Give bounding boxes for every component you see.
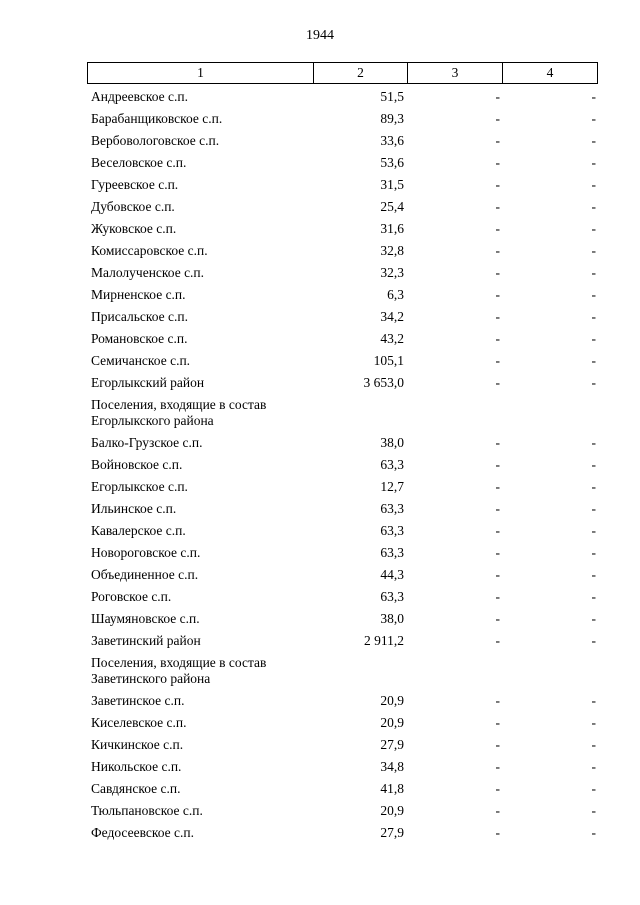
- row-name: Егорлыкское с.п.: [91, 479, 188, 494]
- table-row: [0, 262, 640, 284]
- row-value-col-3: -: [495, 479, 500, 494]
- row-name: Романовское с.п.: [91, 331, 188, 346]
- row-value-col-2: 3 653,0: [363, 375, 404, 390]
- row-value-col-2: 105,1: [373, 353, 404, 368]
- row-value-col-4: -: [591, 435, 596, 450]
- row-name: Андреевское с.п.: [91, 89, 188, 104]
- table-row: [0, 476, 640, 498]
- row-value-col-2: 33,6: [380, 133, 404, 148]
- row-value-col-3: -: [495, 501, 500, 516]
- row-value-col-4: -: [591, 89, 596, 104]
- row-value-col-2: 31,5: [380, 177, 404, 192]
- row-value-col-2: 27,9: [380, 825, 404, 840]
- row-name: Савдянское с.п.: [91, 781, 181, 796]
- table-row: [0, 652, 640, 690]
- table-row: [0, 608, 640, 630]
- row-value-col-3: -: [495, 287, 500, 302]
- row-value-col-2: 32,3: [380, 265, 404, 280]
- row-value-col-3: -: [495, 111, 500, 126]
- row-name: Егорлыкский район: [91, 375, 205, 390]
- row-name: Ильинское с.п.: [91, 501, 177, 516]
- table-row: [0, 130, 640, 152]
- row-name: Мирненское с.п.: [91, 287, 186, 302]
- row-value-col-4: -: [591, 737, 596, 752]
- table-row: [0, 520, 640, 542]
- row-value-col-3: -: [495, 781, 500, 796]
- table-row: [0, 218, 640, 240]
- table-row: [0, 800, 640, 822]
- row-value-col-2: 38,0: [380, 611, 404, 626]
- row-value-col-3: -: [495, 89, 500, 104]
- row-value-col-4: -: [591, 633, 596, 648]
- row-value-col-2: 20,9: [380, 693, 404, 708]
- table-row: [0, 152, 640, 174]
- table-row: [0, 712, 640, 734]
- row-value-col-3: -: [495, 435, 500, 450]
- row-value-col-4: -: [591, 501, 596, 516]
- row-value-col-3: -: [495, 693, 500, 708]
- row-value-col-2: 38,0: [380, 435, 404, 450]
- row-value-col-2: 63,3: [380, 589, 404, 604]
- row-value-col-2: 63,3: [380, 545, 404, 560]
- row-value-col-2: 31,6: [380, 221, 404, 236]
- row-value-col-2: 6,3: [387, 287, 404, 302]
- row-name: Барабанщиковское с.п.: [91, 111, 223, 126]
- row-value-col-4: -: [591, 693, 596, 708]
- row-value-col-4: -: [591, 759, 596, 774]
- header-col-1: 1: [88, 63, 314, 83]
- table-row: [0, 350, 640, 372]
- row-value-col-3: -: [495, 457, 500, 472]
- row-value-col-2: 43,2: [380, 331, 404, 346]
- table-row: [0, 454, 640, 476]
- table-row: [0, 284, 640, 306]
- row-value-col-2: 27,9: [380, 737, 404, 752]
- row-value-col-4: -: [591, 589, 596, 604]
- row-value-col-4: -: [591, 611, 596, 626]
- table-row: [0, 778, 640, 800]
- row-name: Роговское с.п.: [91, 589, 172, 604]
- row-value-col-3: -: [495, 243, 500, 258]
- row-value-col-3: -: [495, 199, 500, 214]
- row-value-col-4: -: [591, 479, 596, 494]
- row-value-col-4: -: [591, 523, 596, 538]
- table-row: [0, 108, 640, 130]
- row-value-col-4: -: [591, 803, 596, 818]
- row-value-col-2: 32,8: [380, 243, 404, 258]
- row-value-col-2: 53,6: [380, 155, 404, 170]
- row-name: Заветинский район: [91, 633, 201, 648]
- row-value-col-4: -: [591, 825, 596, 840]
- row-name: Тюльпановское с.п.: [91, 803, 203, 818]
- row-name: Поселения, входящие в состав Заветинского района: [91, 655, 267, 686]
- table-row: [0, 306, 640, 328]
- row-value-col-3: -: [495, 221, 500, 236]
- row-name: Присальское с.п.: [91, 309, 188, 324]
- header-col-3: 3: [408, 63, 503, 83]
- row-value-col-4: -: [591, 133, 596, 148]
- row-name: Заветинское с.п.: [91, 693, 185, 708]
- table-row: [0, 630, 640, 652]
- row-value-col-2: 25,4: [380, 199, 404, 214]
- table-row: [0, 394, 640, 432]
- row-value-col-3: -: [495, 155, 500, 170]
- table-row: [0, 586, 640, 608]
- header-col-4: 4: [546, 65, 554, 80]
- row-name: Шаумяновское с.п.: [91, 611, 200, 626]
- row-name: Кичкинское с.п.: [91, 737, 184, 752]
- row-name: Кавалерское с.п.: [91, 523, 186, 538]
- row-name: Киселевское с.п.: [91, 715, 187, 730]
- row-value-col-4: -: [591, 545, 596, 560]
- row-name: Дубовское с.п.: [91, 199, 175, 214]
- row-name: Жуковское с.п.: [91, 221, 177, 236]
- table-row: [0, 542, 640, 564]
- table-row: [0, 196, 640, 218]
- row-value-col-3: -: [495, 523, 500, 538]
- row-value-col-3: -: [495, 133, 500, 148]
- row-value-col-3: -: [495, 545, 500, 560]
- row-value-col-4: -: [591, 457, 596, 472]
- table-row: [0, 734, 640, 756]
- table-row: [0, 372, 640, 394]
- row-name: Гуреевское с.п.: [91, 177, 179, 192]
- row-value-col-3: -: [495, 353, 500, 368]
- row-value-col-2: 20,9: [380, 715, 404, 730]
- row-name: Комиссаровское с.п.: [91, 243, 208, 258]
- row-value-col-4: -: [591, 375, 596, 390]
- row-value-col-3: -: [495, 589, 500, 604]
- row-value-col-2: 63,3: [380, 457, 404, 472]
- row-value-col-3: -: [495, 567, 500, 582]
- row-name: Балко-Грузское с.п.: [91, 435, 203, 450]
- row-value-col-4: -: [591, 221, 596, 236]
- table-header: [87, 62, 598, 84]
- row-value-col-3: -: [495, 715, 500, 730]
- row-value-col-3: -: [495, 611, 500, 626]
- row-name: Объединенное с.п.: [91, 567, 199, 582]
- row-name: Никольское с.п.: [91, 759, 182, 774]
- row-value-col-3: -: [495, 265, 500, 280]
- row-value-col-3: -: [495, 759, 500, 774]
- row-value-col-4: -: [591, 155, 596, 170]
- row-value-col-3: -: [495, 633, 500, 648]
- row-value-col-2: 44,3: [380, 567, 404, 582]
- table-row: [0, 822, 640, 844]
- row-value-col-2: 51,5: [380, 89, 404, 104]
- row-name: Семичанское с.п.: [91, 353, 191, 368]
- row-value-col-4: -: [591, 199, 596, 214]
- row-value-col-4: -: [591, 331, 596, 346]
- row-name: Веселовское с.п.: [91, 155, 187, 170]
- table-row: [0, 498, 640, 520]
- row-value-col-3: -: [495, 737, 500, 752]
- row-name: Малолученское с.п.: [91, 265, 205, 280]
- row-value-col-4: -: [591, 781, 596, 796]
- row-value-col-4: -: [591, 177, 596, 192]
- table-row: [0, 432, 640, 454]
- row-value-col-3: -: [495, 825, 500, 840]
- table-row: [0, 86, 640, 108]
- row-value-col-4: -: [591, 715, 596, 730]
- row-value-col-3: -: [495, 309, 500, 324]
- row-value-col-4: -: [591, 243, 596, 258]
- table-row: [0, 174, 640, 196]
- row-value-col-4: -: [591, 111, 596, 126]
- row-value-col-2: 34,8: [380, 759, 404, 774]
- row-value-col-3: -: [495, 331, 500, 346]
- row-value-col-4: -: [591, 353, 596, 368]
- row-value-col-4: -: [591, 265, 596, 280]
- header-col-2: 2: [314, 63, 408, 83]
- row-name: Вербовологовское с.п.: [91, 133, 220, 148]
- table-row: [0, 240, 640, 262]
- row-value-col-4: -: [591, 567, 596, 582]
- row-name: Федосеевское с.п.: [91, 825, 194, 840]
- row-value-col-2: 89,3: [380, 111, 404, 126]
- row-name: Поселения, входящие в состав Егорлыкского района: [91, 397, 267, 428]
- row-value-col-2: 41,8: [380, 781, 404, 796]
- row-value-col-2: 63,3: [380, 501, 404, 516]
- row-value-col-3: -: [495, 803, 500, 818]
- table-row: [0, 756, 640, 778]
- row-value-col-2: 2 911,2: [364, 633, 404, 648]
- row-value-col-2: 12,7: [380, 479, 404, 494]
- row-value-col-3: -: [495, 177, 500, 192]
- row-value-col-3: -: [495, 375, 500, 390]
- table-row: [0, 690, 640, 712]
- row-value-col-2: 20,9: [380, 803, 404, 818]
- row-value-col-2: 34,2: [380, 309, 404, 324]
- row-name: Войновское с.п.: [91, 457, 183, 472]
- row-value-col-2: 63,3: [380, 523, 404, 538]
- table-body: [0, 86, 640, 844]
- row-value-col-4: -: [591, 309, 596, 324]
- page-number: 1944: [306, 28, 334, 43]
- row-value-col-4: -: [591, 287, 596, 302]
- row-name: Новороговское с.п.: [91, 545, 201, 560]
- table-row: [0, 564, 640, 586]
- table-row: [0, 328, 640, 350]
